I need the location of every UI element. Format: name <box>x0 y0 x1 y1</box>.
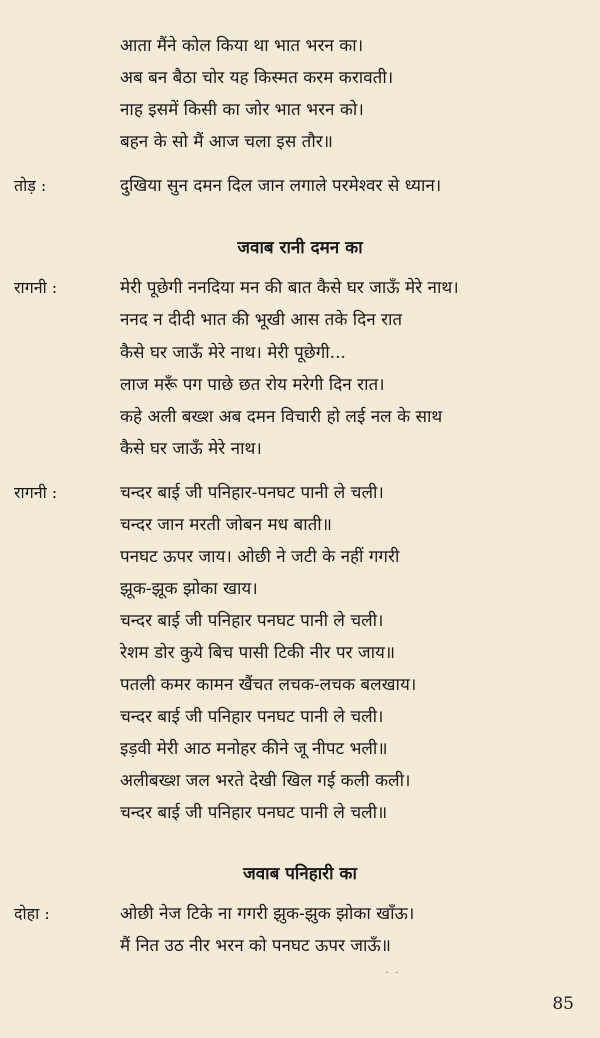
verse-line: ननद न दीदी भात की भूखी आस तके दिन रात <box>120 310 403 330</box>
verse-line: ओछी नेज टिके ना गगरी झुक-झुक झोका खाँऊ। <box>120 904 415 924</box>
verse-line: लाज मरूँ पग पाछे छत रोय मरेगी दिन रात। <box>120 375 385 395</box>
verse-line: चन्दर जान मरती जोबन मध बाती॥ <box>120 515 332 535</box>
verse-line: अब बन बैठा चोर यह किस्मत करम करावती। <box>120 68 394 88</box>
verse-line: चन्दर बाई जी पनिहार पनघट पानी ले चली। <box>120 707 384 727</box>
verse-line: पनघट ऊपर जाय। ओछी ने जटी के नहीं गगरी <box>120 547 400 567</box>
verse-line: चन्दर बाई जी पनिहार पनघट पानी ले चली॥ <box>120 803 388 823</box>
tod-line: दुखिया सुन दमन दिल जान लगाले परमेश्वर से ध्यान। <box>120 176 442 196</box>
verse-line: अलीबख्श जल भरते देखी खिल गई कली कली। <box>120 771 411 791</box>
verse-line: इड़वी मेरी आठ मनोहर कीने जू नीपट भली॥ <box>120 739 388 759</box>
verse-line: कैसे घर जाऊँ मेरे नाथ। मेरी पूछेगी... <box>120 343 346 363</box>
verse-line: नाह इसमें किसी का जोर भात भरन को। <box>120 100 364 120</box>
ragani-label: रागनी : <box>14 483 58 502</box>
verse-line: कहे अली बख्श अब दमन विचारी हो लई नल के साथ <box>120 407 443 427</box>
verse-line: बहन के सो मैं आज चला इस तौर॥ <box>120 132 333 152</box>
verse-line: चन्दर बाई जी पनिहार-पनघट पानी ले चली। <box>120 483 384 503</box>
verse-line: पतली कमर कामन खैंचत लचक-लचक बलखाय। <box>120 675 417 695</box>
doha-label: दोहा : <box>14 904 50 923</box>
section-heading: जवाब रानी दमन का <box>237 238 363 258</box>
verse-line: मेरी पूछेगी ननदिया मन की बात कैसे घर जाऊँ मेरे नाथ। <box>120 278 459 298</box>
verse-line: रेशम डोर कुये बिच पासी टिकी नीर पर जाय॥ <box>120 643 396 663</box>
verse-line: चन्दर बाई जी पनिहार पनघट पानी ले चली। <box>120 611 384 631</box>
ragani-label: रागनी : <box>14 278 58 297</box>
ornament-mark: ˙ ˙ <box>384 970 400 984</box>
verse-line: झूक-झूक झोका खाय। <box>120 579 258 599</box>
verse-line: कैसे घर जाऊँ मेरे नाथ। <box>120 439 262 459</box>
section-heading: जवाब पनिहारी का <box>243 864 357 884</box>
verse-line: आता मैंने कोल किया था भात भरन का। <box>120 36 364 56</box>
page-number: 85 <box>552 994 574 1014</box>
verse-line: मैं नित उठ नीर भरन को पनघट ऊपर जाऊँ॥ <box>120 936 391 956</box>
tod-label: तोड़ : <box>14 176 47 195</box>
